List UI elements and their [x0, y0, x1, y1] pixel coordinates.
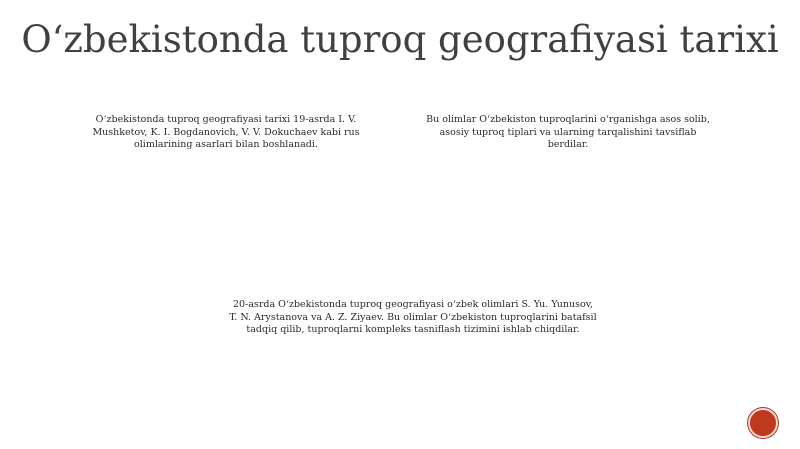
circle-nav-icon[interactable] — [748, 408, 778, 438]
text-block-20th-century: 20-asrda O‘zbekistonda tuproq geografiyasi o‘zbek olimlari S. Yu. Yunusov, T. N. Arystanova va A. Z. Ziyaev. Bu olimlar O‘zbekiston tuproqlarini batafsil tadqiq qilib, tuproqlarni kompleks tasniflash tizimini ishlab chiqdilar. — [229, 299, 597, 335]
text-block-history-start: O‘zbekistonda tuproq geografiyasi tarixi 19-asrda I. V. Mushketov, K. I. Bogdanovich, V. V. Dokuchaev kabi rus olimlarining asarlari bilan boshlanadi. — [92, 114, 360, 150]
text-block-scientists-foundation: Bu olimlar O‘zbekiston tuproqlarini o‘rganishga asos solib, asosiy tuproq tiplari va ularning tarqalishini tavsiflab berdilar. — [426, 114, 710, 150]
slide-title: O‘zbekistonda tuproq geografiyasi tarixi — [21, 18, 779, 61]
